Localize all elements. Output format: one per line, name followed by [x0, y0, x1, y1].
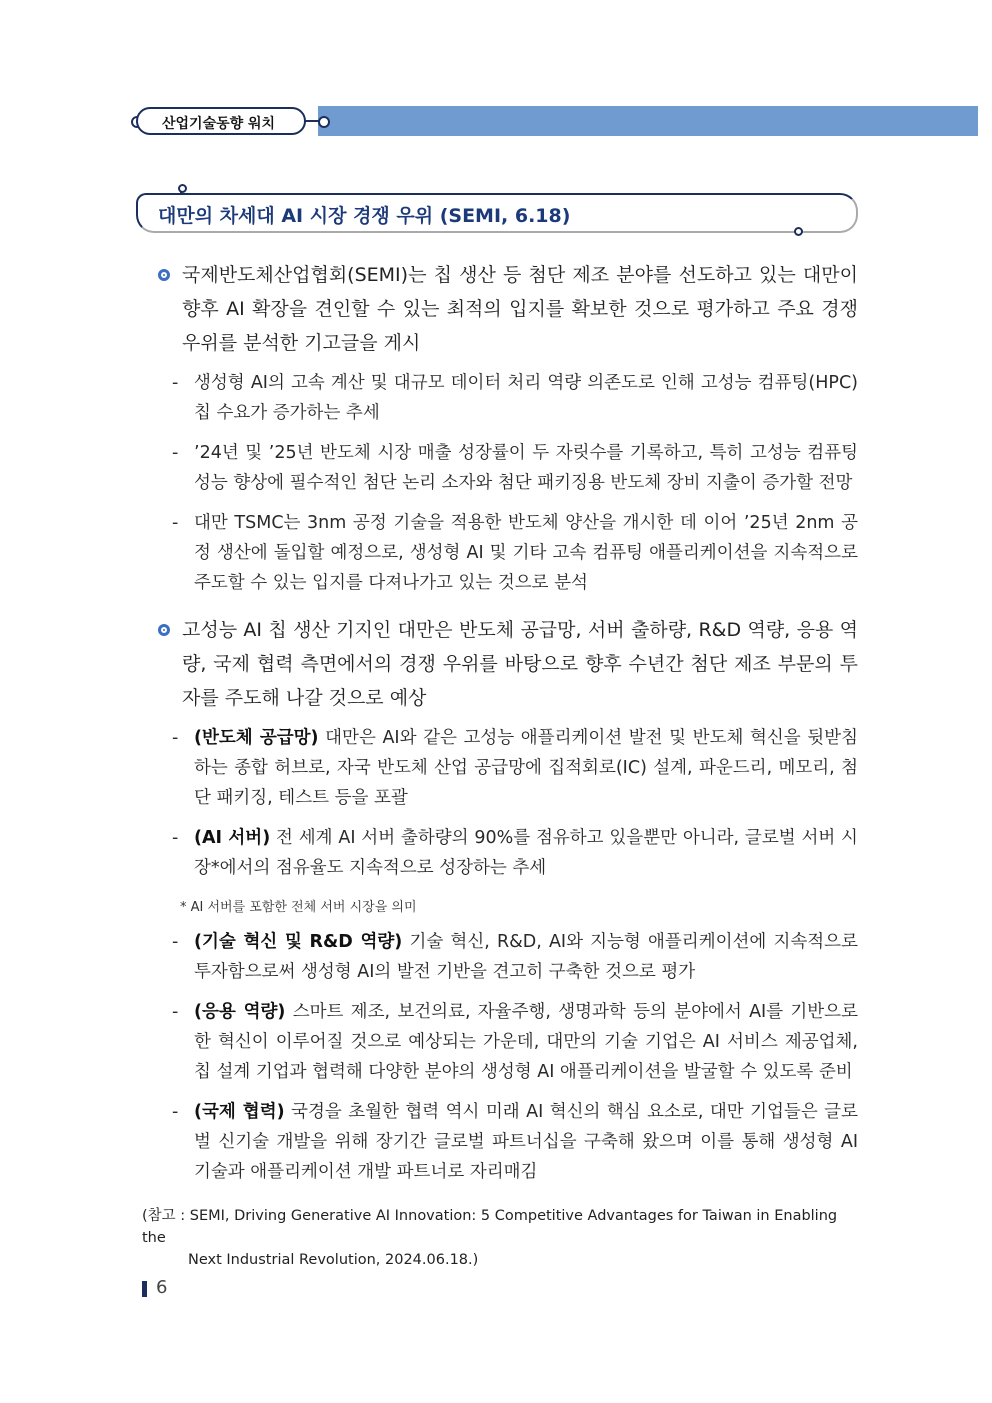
sub-item: (국제 협력) 국경을 초월한 협력 역시 미래 AI 혁신의 핵심 요소로, 대만 기업들은 글로벌 신기술 개발을 위해 장기간 글로벌 파트너십을 구축해 왔으며 이를 통해 생성형 AI 기술과 애플리케이션 개발 파트너로 자리매김: [194, 1102, 858, 1182]
sub-item-lead: (국제 협력): [194, 1102, 285, 1122]
dash-marker: -: [172, 443, 179, 463]
reference-line-1: (참고 : SEMI, Driving Generative AI Innovation: 5 Competitive Advantages for Taiwan in Enabling the: [142, 1208, 838, 1246]
section-bottom-dot: [794, 227, 803, 236]
reference: [142, 1205, 862, 1271]
header-section-label: 산업기술동향 워치: [162, 116, 276, 132]
sub-item: (응용 역량) 스마트 제조, 보건의료, 자율주행, 생명과학 등의 분야에서 AI를 기반으로 한 혁신이 이루어질 것으로 예상되는 가운데, 대만의 기술 기업은 AI 서비스 제공업체, 칩 설계 기업과 협력해 다양한 분야의 생성형 AI 애플리케이션을 발굴할 수 있도록 준비: [194, 1002, 858, 1082]
dash-marker: -: [172, 373, 179, 393]
sub-item-lead: (반도체 공급망): [194, 728, 319, 748]
dash-marker: -: [172, 1102, 179, 1122]
sub-item: (기술 혁신 및 R&D 역량) 기술 혁신, R&D, AI와 지능형 애플리케이션에 지속적으로 투자함으로써 생성형 AI의 발전 기반을 견고히 구축한 것으로 평가: [194, 932, 858, 982]
sub-item: 대만 TSMC는 3nm 공정 기술을 적용한 반도체 양산을 개시한 데 이어 ’25년 2nm 공정 생산에 돌입할 예정으로, 생성형 AI 및 기타 고속 컴퓨팅 애플리케이션을 지속적으로 주도할 수 있는 입지를 다져나가고 있는 것으로 분석: [194, 513, 858, 593]
section-title: 대만의 차세대 AI 시장 경쟁 우위 (SEMI, 6.18): [158, 205, 571, 227]
section-top-dot: [178, 184, 187, 193]
bullet-marker: [158, 624, 170, 636]
bullet-text: 고성능 AI 칩 생산 기지인 대만은 반도체 공급망, 서버 출하량, R&D 역량, 응용 역량, 국제 협력 측면에서의 경쟁 우위를 바탕으로 향후 수년간 첨단 제조 부문의 투자를 주도해 나갈 것으로 예상: [182, 619, 858, 709]
reference-line-2: Next Industrial Revolution, 2024.06.18.): [188, 1252, 479, 1268]
sub-item-lead: (응용 역량): [194, 1002, 286, 1022]
page-number-bar: [142, 1281, 147, 1297]
header-band: [318, 106, 978, 136]
dash-marker: -: [172, 1002, 179, 1022]
page-number: 6: [156, 1277, 168, 1298]
footnote: * AI 서버를 포함한 전체 서버 시장을 의미: [180, 900, 417, 915]
bullet-marker: [158, 269, 170, 281]
header-right-dot: [318, 116, 330, 128]
dash-marker: -: [172, 828, 179, 848]
dash-marker: -: [172, 728, 179, 748]
sub-item: 생성형 AI의 고속 계산 및 대규모 데이터 처리 역량 의존도로 인해 고성능 컴퓨팅(HPC) 칩 수요가 증가하는 추세: [194, 373, 858, 423]
sub-item: ’24년 및 ’25년 반도체 시장 매출 성장률이 두 자릿수를 기록하고, 특히 고성능 컴퓨팅 성능 향상에 필수적인 첨단 논리 소자와 첨단 패키징용 반도체 장비 지출이 증가할 전망: [194, 443, 858, 493]
sub-item: (반도체 공급망) 대만은 AI와 같은 고성능 애플리케이션 발전 및 반도체 혁신을 뒷받침하는 종합 허브로, 자국 반도체 산업 공급망에 집적회로(IC) 설계, 파운드리, 메모리, 첨단 패키징, 테스트 등을 포괄: [194, 728, 858, 808]
sub-item: (AI 서버) 전 세계 AI 서버 출하량의 90%를 점유하고 있을뿐만 아니라, 글로벌 서버 시장*에서의 점유율도 지속적으로 성장하는 추세: [194, 828, 858, 878]
dash-marker: -: [172, 932, 179, 952]
sub-item-lead: (기술 혁신 및 R&D 역량): [194, 932, 403, 952]
bullet-text: 국제반도체산업협회(SEMI)는 칩 생산 등 첨단 제조 분야를 선도하고 있는 대만이 향후 AI 확장을 견인할 수 있는 최적의 입지를 확보한 것으로 평가하고 주요 경쟁 우위를 분석한 기고글을 게시: [182, 264, 858, 354]
header-pill: [136, 107, 306, 135]
dash-marker: -: [172, 513, 179, 533]
sub-item-lead: (AI 서버): [194, 828, 271, 848]
